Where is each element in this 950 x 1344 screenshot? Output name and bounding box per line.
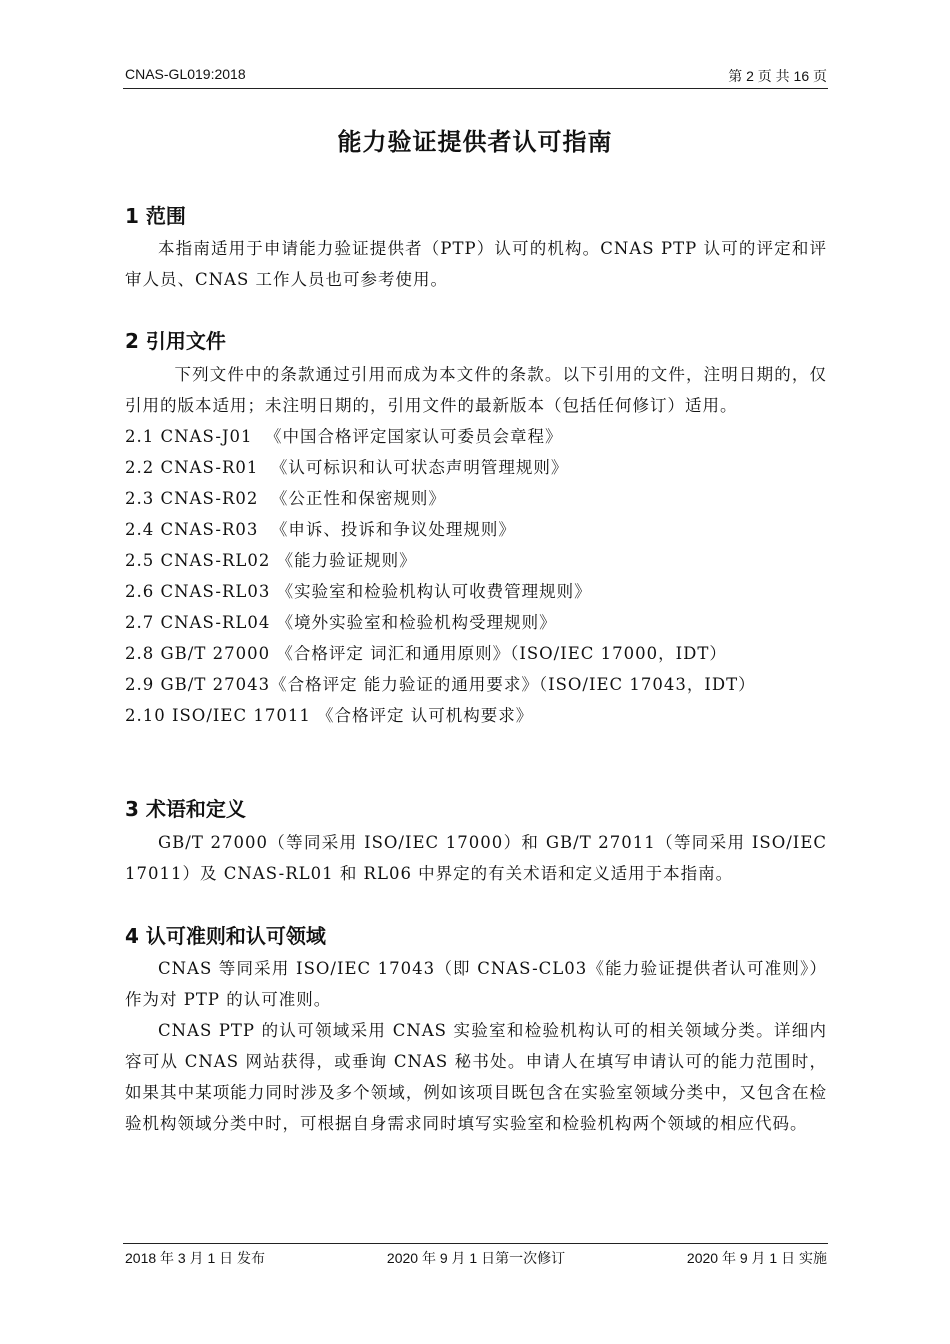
effective-date: 2020 年 9 月 1 日 实施 [686, 1250, 827, 1266]
document-id: CNAS-GL019:2018 [125, 66, 246, 82]
paragraph: CNAS PTP 的认可领域采用 CNAS 实验室和检验机构认可的相关领域分类。详细内容可从 CNAS 网站获得，或垂询 CNAS 秘书处。申请人在填写申请认可的能力范围时，如果其中某项能力同时涉及多个领域，例如该项目既包含在实验室领域分类中，又包含在检验机构领域分类中时，可根据自身需求同时填写实验室和检验机构两个领域的相应代码。 [125, 1021, 827, 1133]
page-number: 第 2 页 共 16 页 [728, 68, 827, 84]
section-body-4 [125, 953, 827, 1139]
paragraph: 下列文件中的条款通过引用而成为本文件的条款。以下引用的文件，注明日期的，仅引用的版本适用；未注明日期的，引用文件的最新版本（包括任何修订）适用。 [125, 365, 827, 415]
section-heading-1: 1 范围 [125, 204, 186, 228]
section-heading-3: 3 术语和定义 [125, 797, 246, 821]
reference-item: 2.7 CNAS-RL04 《境外实验室和检验机构受理规则》 [125, 613, 557, 632]
reference-item: 2.8 GB/T 27000 《合格评定 词汇和通用原则》（ISO/IEC 17000，IDT） [125, 644, 727, 663]
reference-item: 2.10 ISO/IEC 17011 《合格评定 认可机构要求》 [125, 706, 534, 725]
section-heading-2: 2 引用文件 [125, 329, 226, 353]
reference-item: 2.3 CNAS-R02 《公正性和保密规则》 [125, 489, 446, 508]
section-heading-4: 4 认可准则和认可领域 [125, 924, 326, 948]
reference-item: 2.1 CNAS-J01 《中国合格评定国家认可委员会章程》 [125, 427, 563, 446]
revision-date: 2020 年 9 月 1 日第一次修订 [386, 1250, 566, 1266]
header-rule [123, 88, 828, 89]
reference-item: 2.9 GB/T 27043《合格评定 能力验证的通用要求》（ISO/IEC 17043，IDT） [125, 675, 756, 694]
reference-item: 2.6 CNAS-RL03 《实验室和检验机构认可收费管理规则》 [125, 582, 592, 601]
reference-item: 2.5 CNAS-RL02 《能力验证规则》 [125, 551, 417, 570]
paragraph: 本指南适用于申请能力验证提供者（PTP）认可的机构。CNAS PTP 认可的评定和评审人员、CNAS 工作人员也可参考使用。 [125, 239, 827, 289]
page-footer [125, 1248, 827, 1268]
issue-date: 2018 年 3 月 1 日 发布 [125, 1250, 266, 1266]
section-body-3 [125, 827, 827, 889]
paragraph: GB/T 27000（等同采用 ISO/IEC 17000）和 GB/T 27011（等同采用 ISO/IEC 17011）及 CNAS-RL01 和 RL06 中界定的有关术语和定义适用于本指南。 [125, 833, 827, 883]
page-header [125, 66, 827, 86]
paragraph: CNAS 等同采用 ISO/IEC 17043（即 CNAS-CL03《能力验证提供者认可准则》）作为对 PTP 的认可准则。 [125, 959, 827, 1009]
section-body-2 [125, 359, 827, 731]
reference-item: 2.4 CNAS-R03 《申诉、投诉和争议处理规则》 [125, 520, 516, 539]
reference-item: 2.2 CNAS-R01 《认可标识和认可状态声明管理规则》 [125, 458, 569, 477]
document-title: 能力验证提供者认可指南 [337, 128, 613, 156]
section-body-1 [125, 233, 827, 295]
footer-rule [123, 1243, 828, 1244]
